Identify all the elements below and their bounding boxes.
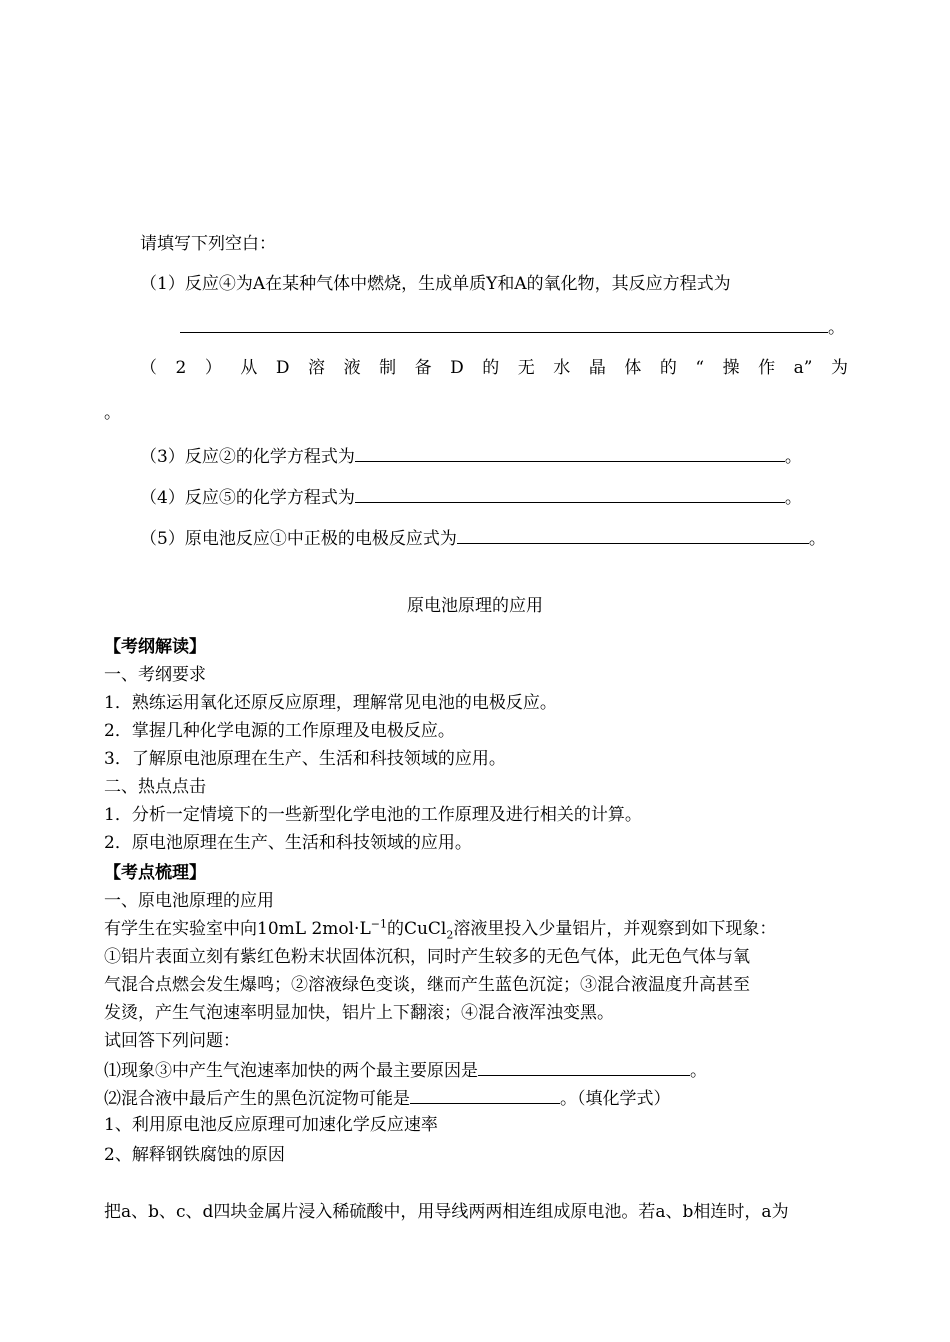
question-2: [140, 356, 848, 380]
hotspot-1: 1．分析一定情境下的一些新型化学电池的工作原理及进行相关的计算。: [104, 805, 642, 825]
q2-char: （: [140, 358, 157, 378]
q2-char: a”: [793, 358, 813, 378]
superscript: −1: [370, 917, 387, 931]
q2-char: ）: [204, 358, 222, 378]
period: 。: [808, 529, 826, 549]
fill-instruction: 请填写下列空白：: [140, 234, 276, 254]
experiment-text: [104, 917, 776, 941]
hotspot-heading: 二、热点点击: [104, 777, 206, 797]
kaogang-heading: 【考纲解读】: [104, 637, 206, 657]
q2-char: 体: [624, 358, 642, 378]
question-2-period: 。: [104, 403, 121, 423]
answer-blank[interactable]: [355, 443, 785, 462]
question-3: [140, 443, 802, 469]
question-4-text: （4）反应⑤的化学方程式为: [140, 488, 355, 508]
ask-1-text: ⑴现象③中产生气泡速率加快的两个最主要原因是: [104, 1061, 478, 1081]
subscript: 2: [446, 928, 454, 942]
q2-char: 制: [379, 358, 397, 378]
answer-blank[interactable]: [410, 1085, 560, 1104]
q2-char: 的: [482, 358, 500, 378]
experiment-part: 的CuCl: [386, 919, 447, 939]
ask-1: [104, 1057, 707, 1083]
answer-blank[interactable]: [355, 484, 785, 503]
q2-char: “: [695, 358, 705, 378]
q2-char: 为: [830, 358, 848, 378]
question-3-text: （3）反应②的化学方程式为: [140, 447, 355, 467]
observation-line-1: ①铝片表面立刻有紫红色粉末状固体沉积，同时产生较多的无色气体，此无色气体与氧: [104, 947, 750, 967]
question-4: [140, 484, 802, 510]
last-paragraph: 把a、b、c、d四块金属片浸入稀硫酸中，用导线两两相连组成原电池。若a、b相连时，a为: [104, 1202, 789, 1222]
subsection-1: 一、原电池原理的应用: [104, 891, 274, 911]
hotspot-2: 2．原电池原理在生产、生活和科技领域的应用。: [104, 833, 472, 853]
kaodian-heading: 【考点梳理】: [104, 863, 206, 883]
question-5: [140, 525, 826, 551]
q2-char: 晶: [588, 358, 606, 378]
observation-line-2: 气混合点燃会发生爆鸣；②溶液绿色变谈，继而产生蓝色沉淀；③混合液温度升高甚至: [104, 975, 750, 995]
ask-2-note: 。（填化学式）: [560, 1089, 671, 1109]
answer-blank[interactable]: [478, 1057, 690, 1076]
q2-char: 2: [175, 358, 187, 378]
ask-2: [104, 1085, 671, 1111]
requirement-3: 3．了解原电池原理在生产、生活和科技领域的应用。: [104, 749, 506, 769]
q2-char: 液: [343, 358, 361, 378]
question-1-answer-line: [180, 314, 845, 340]
point-1: 1、利用原电池反应原理可加速化学反应速率: [104, 1115, 438, 1135]
q2-char: D: [450, 358, 464, 378]
experiment-part: 溶液里投入少量铝片，并观察到如下现象：: [453, 919, 777, 939]
ask-2-text: ⑵混合液中最后产生的黑色沉淀物可能是: [104, 1089, 410, 1109]
q2-char: 作: [758, 358, 776, 378]
period: 。: [784, 488, 802, 508]
q2-char: 操: [722, 358, 740, 378]
point-2: 2、解释钢铁腐蚀的原因: [104, 1145, 285, 1165]
q2-char: 无: [517, 358, 535, 378]
ask-heading: 试回答下列问题：: [104, 1031, 240, 1051]
answer-blank[interactable]: [457, 525, 809, 544]
requirement-2: 2．掌握几种化学电源的工作原理及电极反应。: [104, 721, 455, 741]
question-1: （1）反应④为A在某种气体中燃烧，生成单质Y和A的氧化物，其反应方程式为: [140, 274, 731, 294]
q2-char: 备: [414, 358, 432, 378]
requirements-heading: 一、考纲要求: [104, 665, 206, 685]
period: 。: [690, 1061, 707, 1081]
q2-char: 溶: [308, 358, 326, 378]
requirement-1: 1．熟练运用氧化还原反应原理，理解常见电池的电极反应。: [104, 693, 557, 713]
observation-line-3: 发烫，产生气泡速率明显加快，铝片上下翻滚；④混合液浑浊变黑。: [104, 1003, 614, 1023]
section-title: 原电池原理的应用: [407, 596, 543, 616]
q2-char: 水: [553, 358, 571, 378]
question-5-text: （5）原电池反应①中正极的电极反应式为: [140, 529, 457, 549]
q2-char: 从: [240, 358, 258, 378]
q2-char: D: [275, 358, 290, 378]
experiment-part: 有学生在实验室中向10mL 2mol·L: [104, 919, 371, 939]
q2-char: 的: [659, 358, 677, 378]
period: 。: [828, 318, 845, 338]
answer-blank[interactable]: [180, 314, 828, 333]
period: 。: [784, 447, 802, 467]
